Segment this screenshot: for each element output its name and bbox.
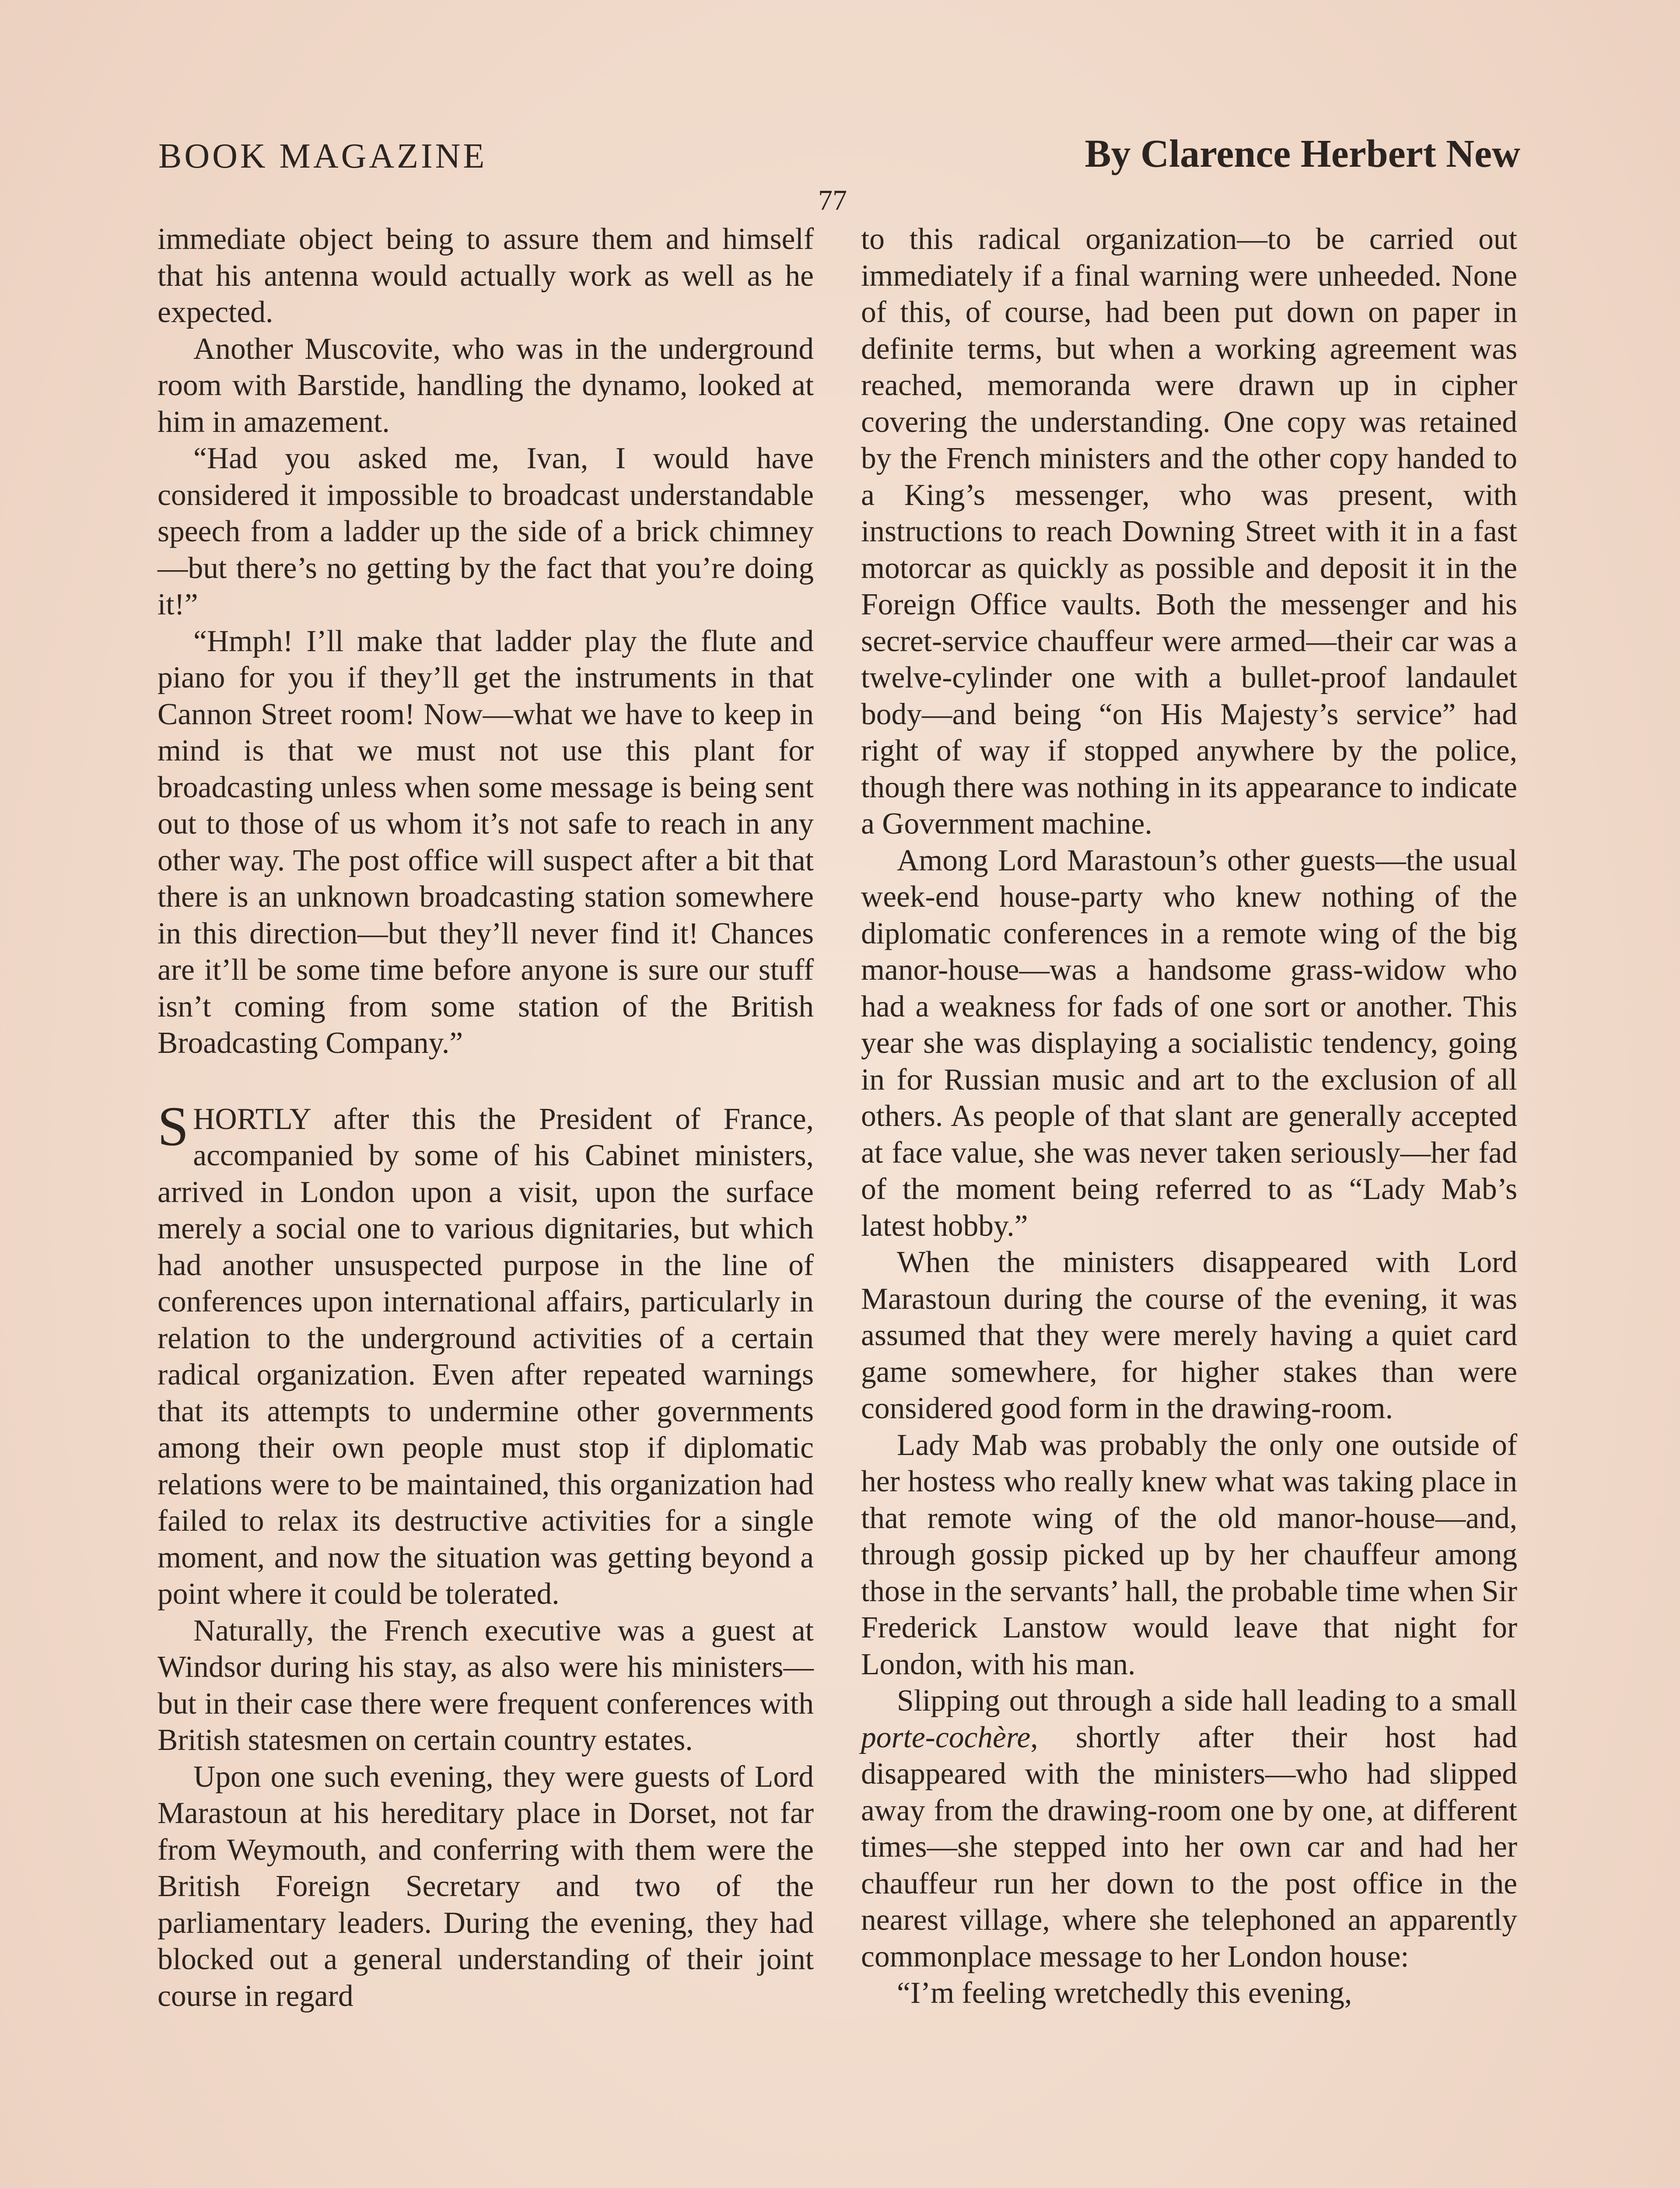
- paragraph-text: Slipping out through a side hall leading to a small: [897, 1684, 1517, 1718]
- running-header-magazine: BOOK MAGAZINE: [158, 137, 487, 175]
- paragraph: Naturally, the French executive was a guest at Windsor during his stay, as also were his ministers—but in their case there were frequent conferences with British statesmen on certain country estates.: [158, 1613, 814, 1757]
- section-opening-paragraph: [158, 1095, 814, 1613]
- paragraph: Upon one such evening, they were guests of Lord Marastoun at his hereditary place in Dorset, not far from Weymouth, and conferring with them were the British Foreign Secretary and two of the parliamentary leaders. During the evening, they had blocked out a general understanding of their joint course in regard: [158, 1760, 814, 2013]
- paragraph: “Hmph! I’ll make that ladder play the flute and piano for you if they’ll get the instruments in that Cannon Street room! Now—what we have to keep in mind is that we must not use this plant for broadcasting unless when some message is being sent out to those of us whom it’s not safe to reach in any other way. The post office will suspect after a bit that there is an unknown broadcasting station somewhere in this direction—but they’ll never find it! Chances are it’ll be some time before anyone is sure our stuff isn’t coming from some station of the British Broadcasting Company.”: [158, 624, 814, 1060]
- paragraph: Lady Mab was probably the only one outside of her hostess who really knew what was taking place in that remote wing of the old manor-house—and, through gossip picked up by her chauffeur among those in the servants’ hall, the probable time when Sir Frederick Lanstow would leave that night for London, with his man.: [861, 1428, 1517, 1681]
- paragraph: When the ministers disappeared with Lord Marastoun during the course of the evening, it was assumed that they were merely having a quiet card game somewhere, for higher stakes than were considered good form in the drawing-room.: [861, 1245, 1517, 1425]
- paragraph: immediate object being to assure them and himself that his antenna would actually work as well as he expected.: [158, 222, 814, 329]
- paragraph-text: , shortly after their host had disappeared with the ministers—who had slipped away from the drawing-room one by one, at different times—she stepped into her own car and had her chauffeur run her down to the post office in the nearest village, where she telephoned an apparently commonplace message to her London house:: [861, 1720, 1517, 1974]
- left-column: [158, 221, 814, 2014]
- paragraph: [861, 1683, 1517, 1975]
- drop-cap: S: [158, 1095, 189, 1157]
- running-header-author: By Clarence Herbert New: [1085, 132, 1520, 175]
- paragraph: “Had you asked me, Ivan, I would have considered it impossible to broadcast understandable speech from a ladder up the side of a brick chimney—but there’s no getting by the fact that you’re doing it!”: [158, 442, 814, 621]
- italic-term: porte-cochère: [861, 1720, 1031, 1754]
- paragraph-text: HORTLY after this the President of France, accompanied by some of his Cabinet ministers, arrived in London upon a visit, upon the surface merely a social one to various dignitaries, but which had another unsuspected purpose in the line of conferences upon international affairs, particularly in relation to the underground activities of a certain radical organization. Even after repeated warnings that its attempts to undermine other governments among their own people must stop if diplomatic relations were to be maintained, this organization had failed to relax its destructive activities for a single moment, and now the situation was getting beyond a point where it could be tolerated.: [158, 1102, 814, 1611]
- paragraph: Another Muscovite, who was in the underground room with Barstide, handling the dynamo, looked at him in amazement.: [158, 332, 814, 439]
- paragraph: “I’m feeling wretchedly this evening,: [897, 1976, 1352, 2010]
- right-column: [861, 221, 1517, 2012]
- paragraph: Among Lord Marastoun’s other guests—the usual week-end house-party who knew nothing of the diplomatic conferences in a remote wing of the big manor-house—was a handsome grass-widow who had a weakness for fads of one sort or another. This year she was displaying a socialistic tendency, going in for Russian music and art to the exclusion of all others. As people of that slant are generally accepted at face value, she was never taken seriously—her fad of the moment being referred to as “Lady Mab’s latest hobby.”: [861, 843, 1517, 1243]
- paragraph: to this radical organization—to be carried out immediately if a final warning were unheeded. None of this, of course, had been put down on paper in definite terms, but when a working agreement was reached, memoranda were drawn up in cipher covering the understanding. One copy was retained by the French ministers and the other copy handed to a King’s messenger, who was present, with instructions to reach Downing Street with it in a fast motorcar as quickly as possible and deposit it in the Foreign Office vaults. Both the messenger and his secret-service chauffeur were armed—their car was a twelve-cylinder one with a bullet-proof landaulet body—and being “on His Majesty’s service” had right of way if stopped anywhere by the police, though there was nothing in its appearance to indicate a Government machine.: [861, 222, 1517, 841]
- page-number: 77: [818, 184, 847, 216]
